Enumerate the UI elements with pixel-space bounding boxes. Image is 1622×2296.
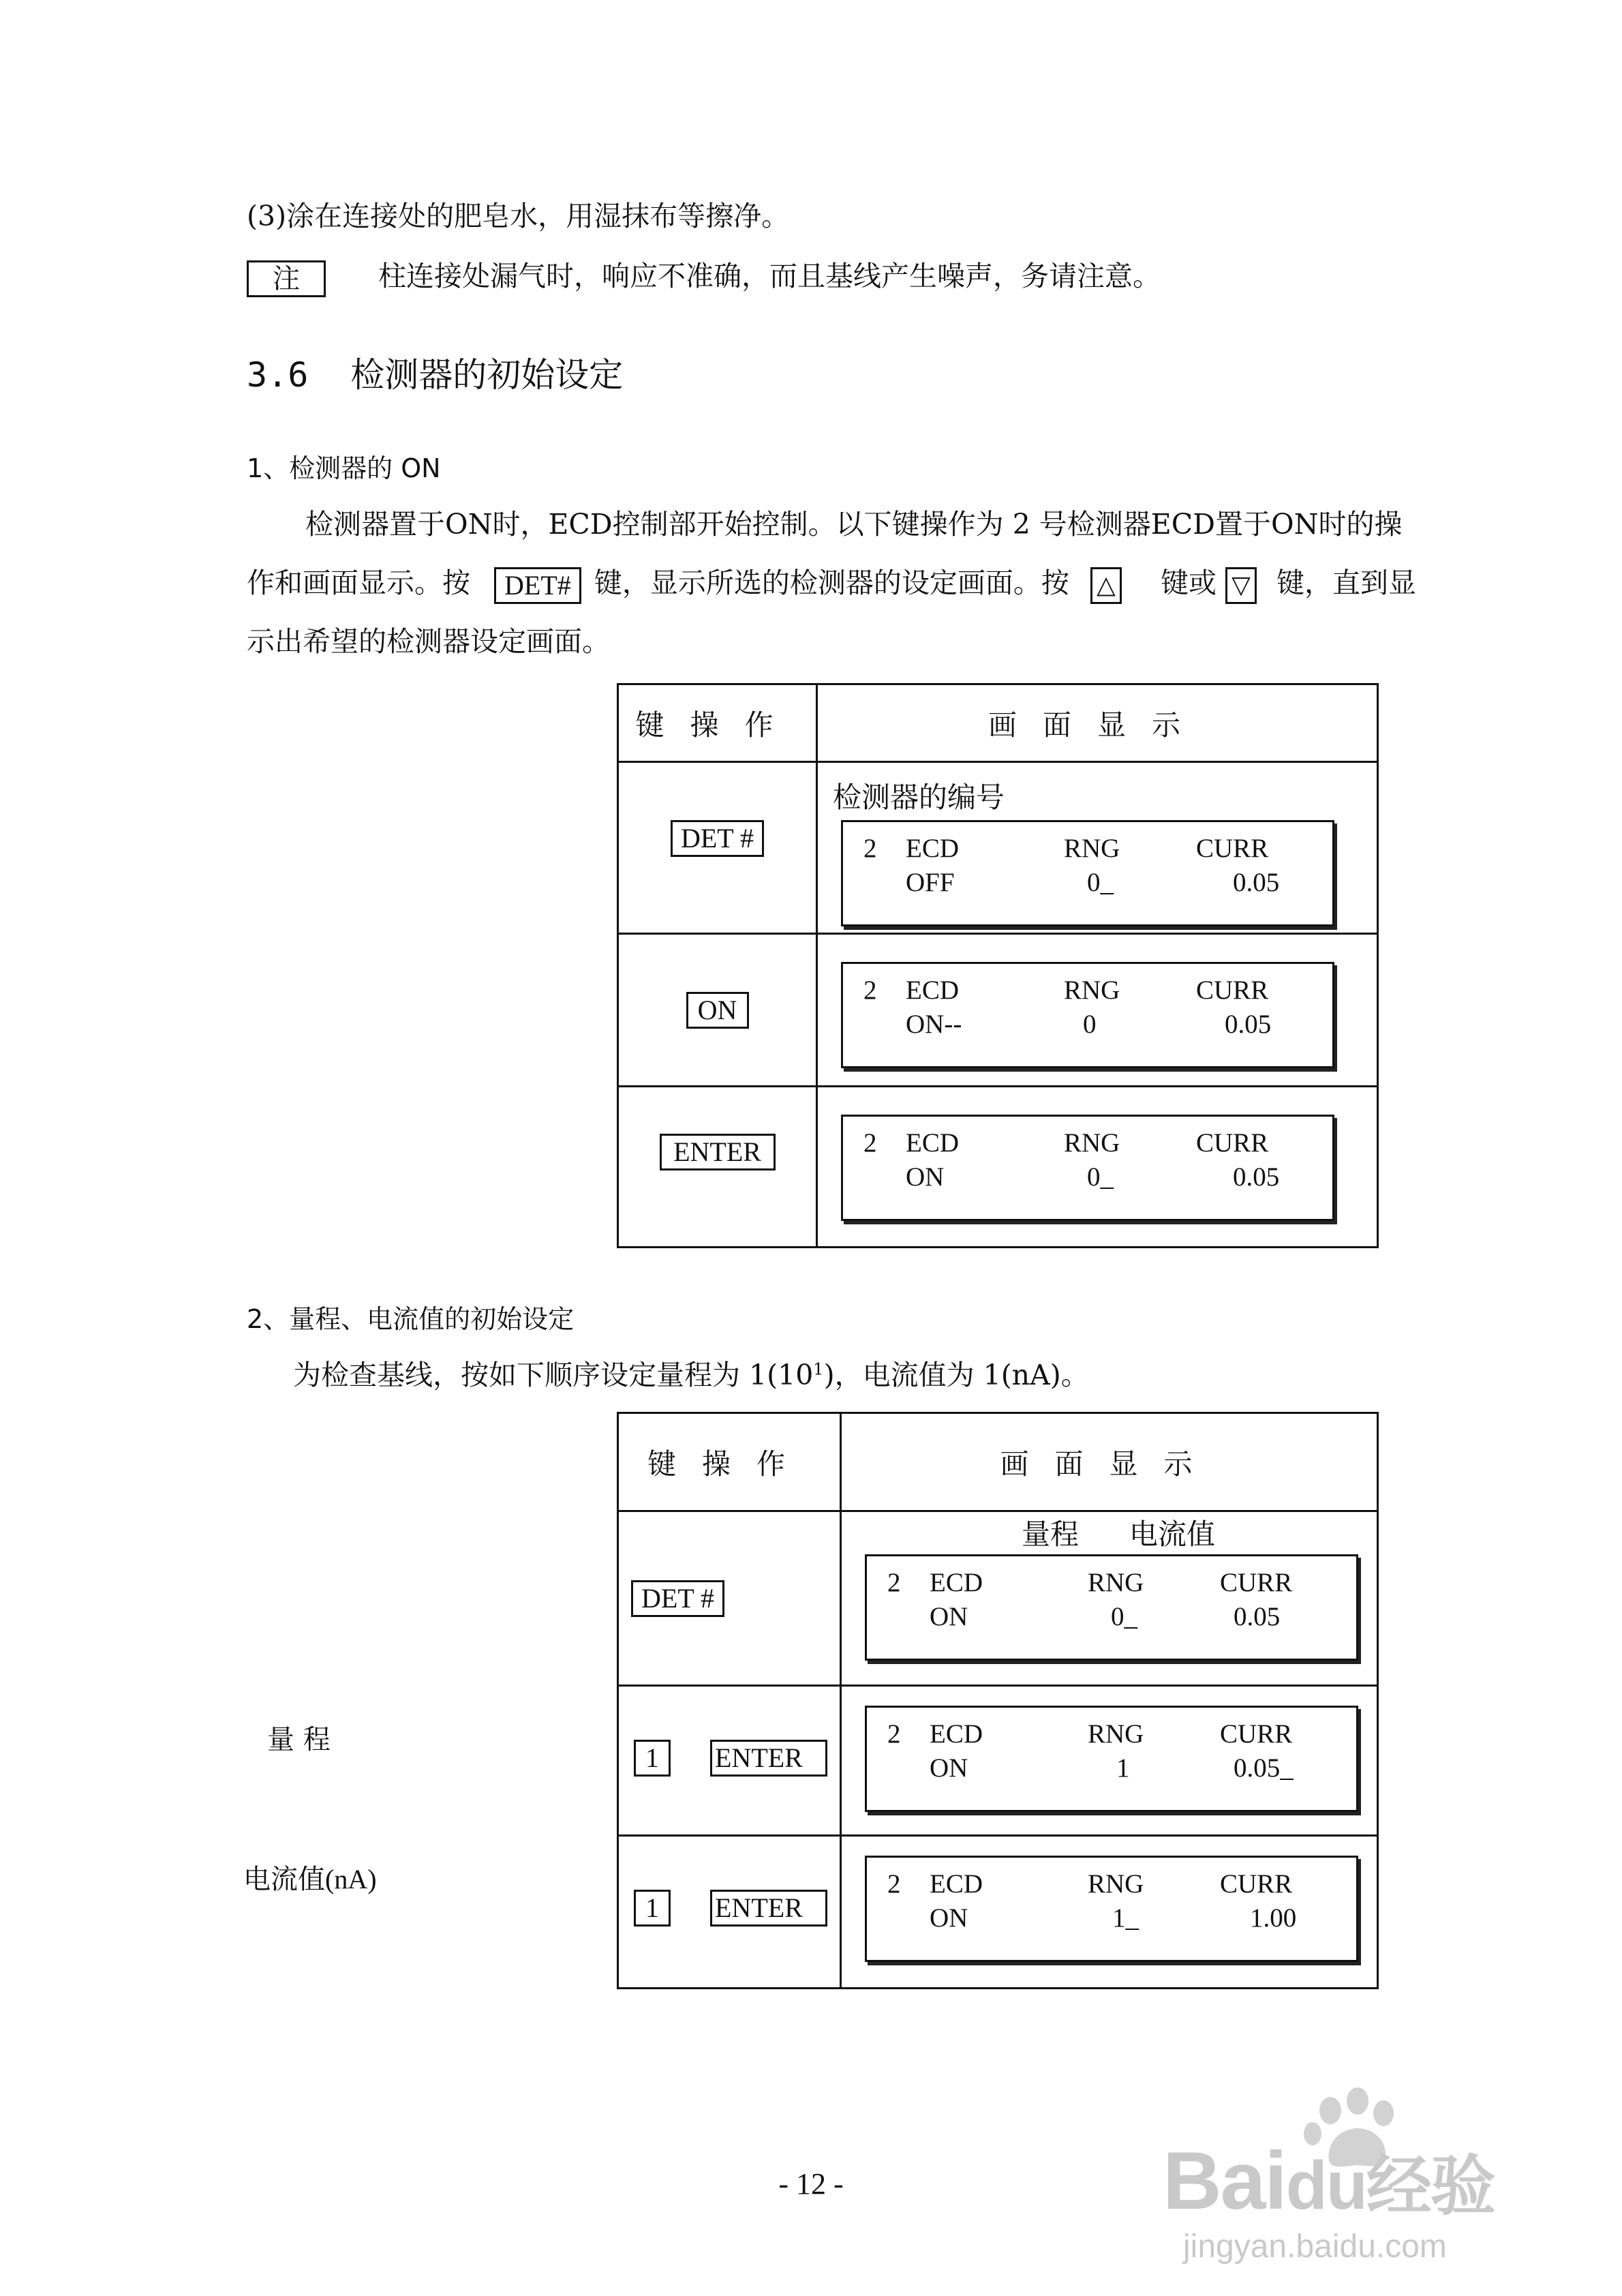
label-current-na: 电流值(nA) xyxy=(243,1864,377,1894)
lcd-curr-value: 0.05 xyxy=(1233,868,1280,897)
sub1-para-text-a: 作和画面显示。按 xyxy=(247,567,470,599)
sub2-para-superscript: 1 xyxy=(813,1359,824,1379)
lcd-detector-number: 2 xyxy=(863,834,877,863)
intro-line: (3)涂在连接处的肥皂水，用湿抹布等擦净。 xyxy=(247,200,790,232)
watermark-brand xyxy=(1163,2134,1495,2228)
watermark-brand-b: du xyxy=(1285,2147,1366,2224)
digit-1-key: 1 xyxy=(634,1890,671,1927)
table2-header-screen: 画面显示 xyxy=(841,1413,1378,1511)
lcd-curr-label: CURR xyxy=(1196,1128,1269,1158)
lcd-screen xyxy=(841,1115,1334,1221)
sub1-para-text-d: 键，直到显 xyxy=(1276,567,1417,599)
table-row xyxy=(618,1686,1378,1836)
table-row xyxy=(618,1087,1378,1248)
digit-1-key: 1 xyxy=(634,1740,671,1777)
lcd-rng-label: RNG xyxy=(1064,1128,1120,1158)
on-key: ON xyxy=(686,992,749,1029)
lcd-rng-label: RNG xyxy=(1088,1719,1144,1749)
lcd-curr-label: CURR xyxy=(1220,1719,1293,1749)
lcd-state: ON-- xyxy=(906,1010,962,1039)
lcd-rng-label: RNG xyxy=(1064,976,1120,1005)
table-row xyxy=(618,1511,1378,1686)
lcd-curr-label: CURR xyxy=(1196,976,1269,1005)
lcd-curr-label: CURR xyxy=(1220,1869,1293,1899)
key-operation-table-1 xyxy=(617,683,1379,1248)
watermark-url: jingyan.baidu.com xyxy=(1183,2229,1447,2265)
sub1-para-line1: 检测器置于ON时，ECD控制部开始控制。以下键操作为 2 号检测器ECD置于ON时的操 xyxy=(305,508,1403,541)
sub1-para-text-c: 键或 xyxy=(1160,567,1216,599)
note-text: 柱连接处漏气时，响应不准确，而且基线产生噪声，务请注意。 xyxy=(378,260,1161,292)
key-operation-table-2 xyxy=(617,1412,1379,1989)
sub2-para xyxy=(293,1346,1089,1405)
lcd-detector-number: 2 xyxy=(863,1128,877,1158)
lcd-rng-value: 1_ xyxy=(1112,1903,1139,1933)
section-title xyxy=(247,348,623,397)
lcd-detector-type: ECD xyxy=(906,834,959,863)
section-number: 3.6 xyxy=(247,355,309,395)
lcd-rng-value: 0_ xyxy=(1087,868,1114,897)
baidu-jingyan-watermark xyxy=(1163,2086,1531,2270)
lcd-screen xyxy=(865,1554,1358,1661)
subsection-1-heading: 1、检测器的 ON xyxy=(247,453,441,483)
lcd-detector-type: ECD xyxy=(906,1128,959,1158)
det-key: DET # xyxy=(671,820,764,857)
screen-caption-range: 量程 xyxy=(1022,1517,1080,1551)
label-range: 量 程 xyxy=(267,1724,331,1755)
note-line xyxy=(247,247,1161,306)
note-badge: 注 xyxy=(247,260,326,297)
lcd-detector-type: ECD xyxy=(930,1869,983,1899)
sub2-para-text-b: )，电流值为 1(nA)。 xyxy=(823,1359,1089,1391)
lcd-curr-value: 0.05_ xyxy=(1234,1753,1294,1783)
lcd-state: ON xyxy=(930,1602,968,1631)
lcd-detector-number: 2 xyxy=(887,1568,901,1597)
lcd-detector-number: 2 xyxy=(863,976,877,1005)
table-row xyxy=(618,1836,1378,1989)
lcd-curr-value: 1.00 xyxy=(1250,1903,1297,1933)
lcd-detector-type: ECD xyxy=(930,1719,983,1749)
lcd-curr-value: 0.05 xyxy=(1233,1162,1280,1192)
lcd-screen xyxy=(841,962,1334,1068)
watermark-brand-cn: 经验 xyxy=(1366,2148,1495,2224)
det-key-inline: DET# xyxy=(494,567,581,604)
lcd-rng-value: 0_ xyxy=(1087,1162,1114,1192)
lcd-detector-number: 2 xyxy=(887,1869,901,1899)
lcd-state: OFF xyxy=(906,868,955,897)
lcd-curr-value: 0.05 xyxy=(1225,1010,1272,1039)
enter-key: ENTER xyxy=(660,1134,776,1170)
up-arrow-key-icon: △ xyxy=(1090,567,1122,604)
lcd-detector-type: ECD xyxy=(906,976,959,1005)
screen-caption-detector-number: 检测器的编号 xyxy=(833,781,1005,814)
table1-header-key: 键操作 xyxy=(618,684,817,762)
lcd-screen xyxy=(865,1856,1358,1962)
lcd-rng-label: RNG xyxy=(1064,834,1120,863)
lcd-curr-label: CURR xyxy=(1220,1568,1293,1597)
enter-key: ENTER xyxy=(710,1890,827,1927)
sub2-para-text-a: 为检查基线，按如下顺序设定量程为 1(10 xyxy=(293,1359,814,1391)
sub1-para-line3: 示出希望的检测器设定画面。 xyxy=(247,625,610,658)
page-number-text: - 12 - xyxy=(778,2167,844,2201)
section-title-text: 检测器的初始设定 xyxy=(350,355,624,395)
screen-caption-current: 电流值 xyxy=(1129,1517,1216,1551)
lcd-state: ON xyxy=(930,1903,968,1933)
lcd-screen xyxy=(865,1706,1358,1812)
lcd-rng-label: RNG xyxy=(1088,1869,1144,1899)
lcd-state: ON xyxy=(930,1753,968,1783)
lcd-curr-label: CURR xyxy=(1196,834,1269,863)
lcd-rng-label: RNG xyxy=(1088,1568,1144,1597)
lcd-curr-value: 0.05 xyxy=(1234,1602,1281,1631)
lcd-rng-value: 0_ xyxy=(1111,1602,1137,1631)
subsection-2-heading: 2、量程、电流值的初始设定 xyxy=(247,1304,575,1334)
lcd-state: ON xyxy=(906,1162,945,1192)
det-key: DET # xyxy=(631,1580,724,1617)
lcd-detector-type: ECD xyxy=(930,1568,983,1597)
down-arrow-key-icon: ▽ xyxy=(1225,567,1257,604)
watermark-brand-a: Bai xyxy=(1163,2135,1286,2226)
lcd-rng-value: 1 xyxy=(1116,1753,1130,1783)
lcd-screen xyxy=(841,820,1334,926)
table-row xyxy=(618,762,1378,934)
enter-key: ENTER xyxy=(710,1740,827,1777)
lcd-detector-number: 2 xyxy=(887,1719,901,1749)
table1-header-screen: 画面显示 xyxy=(817,684,1378,762)
table2-header-key: 键操作 xyxy=(618,1413,841,1511)
sub1-para-line2 xyxy=(247,554,1416,613)
lcd-rng-value: 0 xyxy=(1083,1010,1097,1039)
sub1-para-text-b: 键，显示所选的检测器的设定画面。按 xyxy=(594,567,1069,599)
table-row xyxy=(618,934,1378,1087)
